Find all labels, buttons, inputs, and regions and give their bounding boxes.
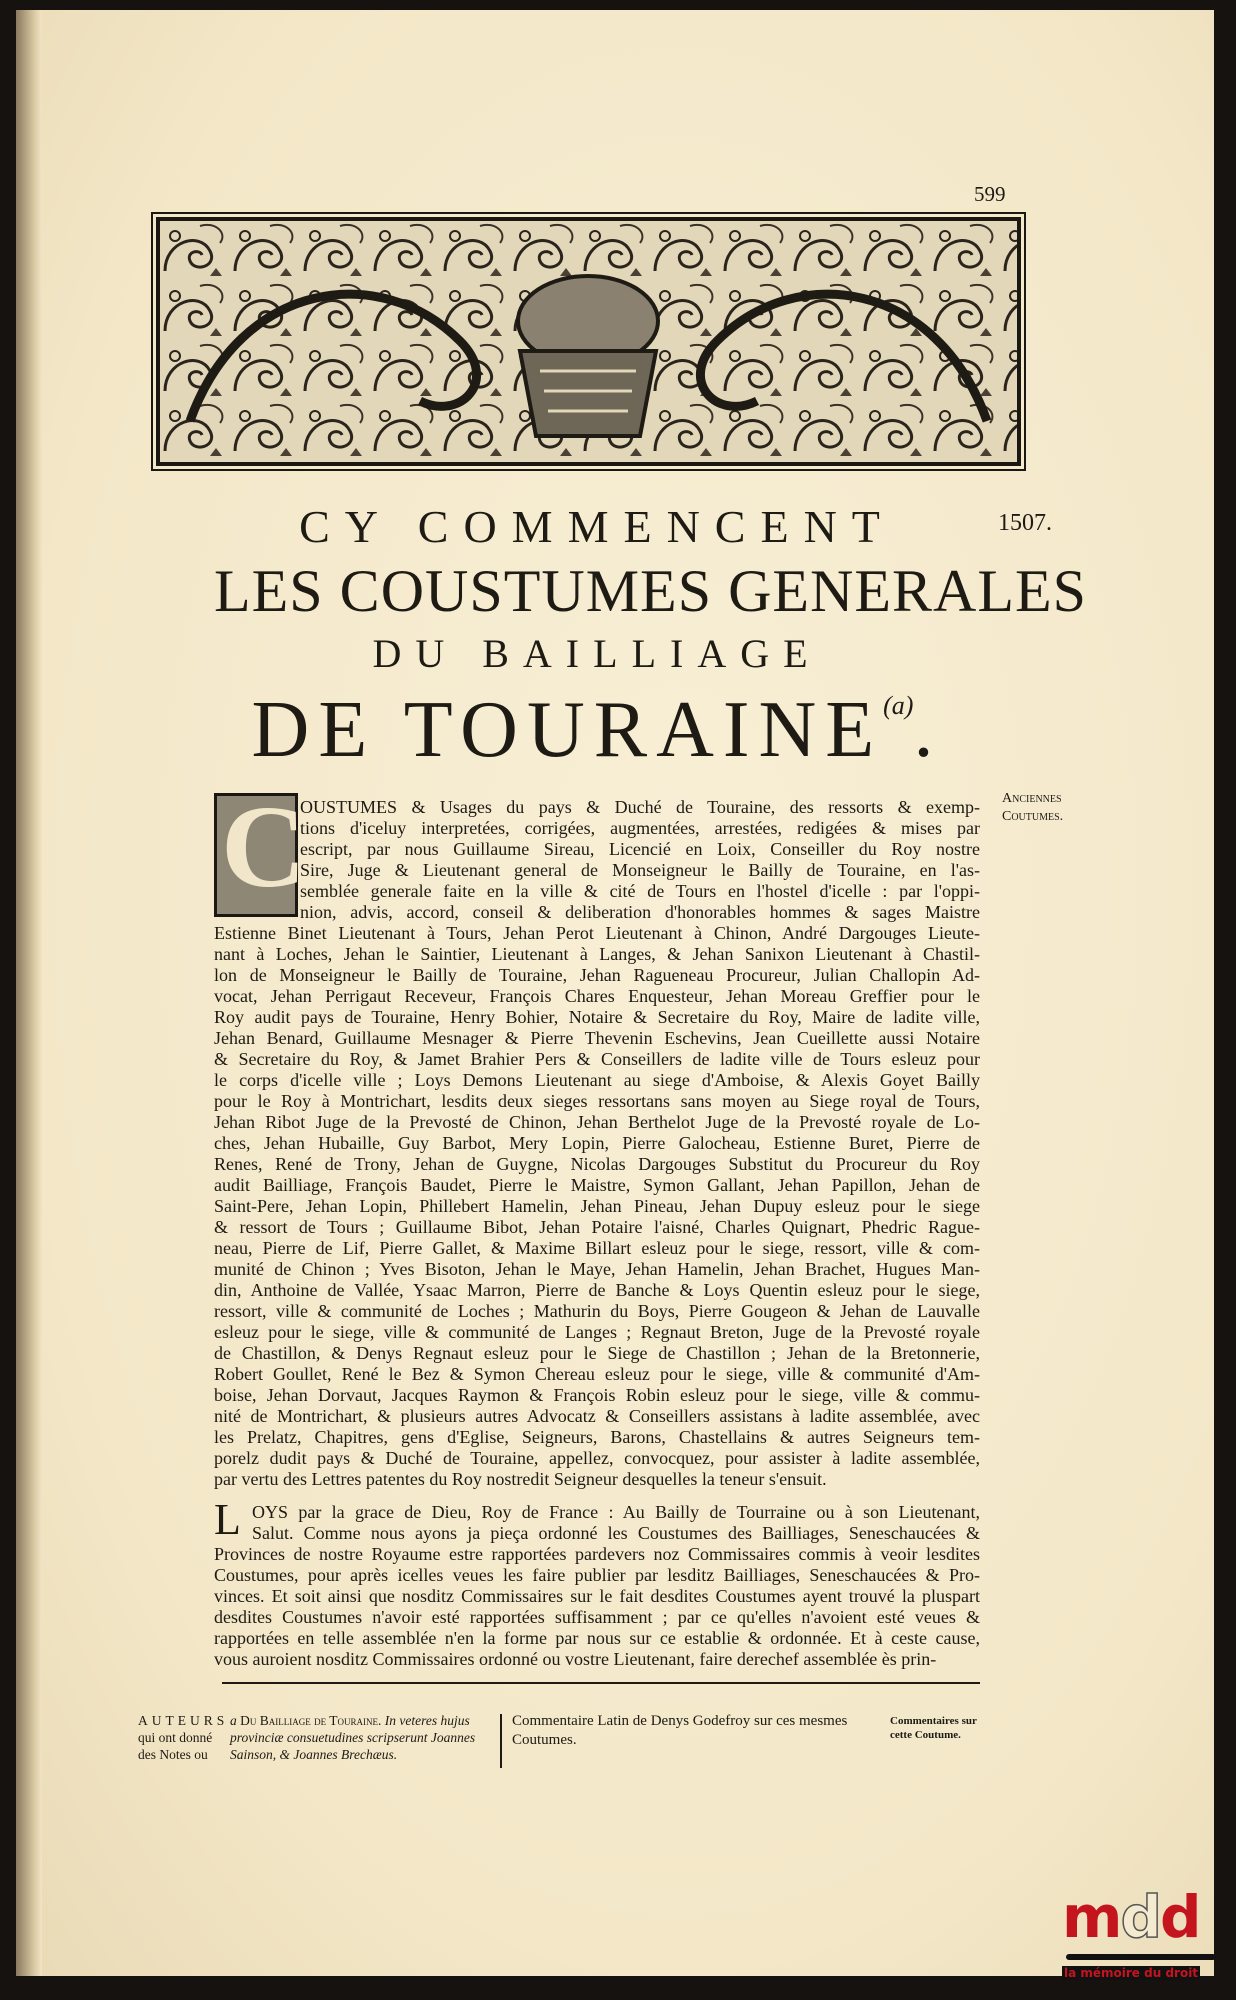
text-line: nité de Montrichart, & plusieurs autres Advocatz & Conseillers assistans à ladite assemblée, avec	[214, 1406, 980, 1426]
text-line: vocat, Jehan Perrigaut Receveur, François Chares Enquesteur, Jehan Moreau Greffier pour le	[214, 986, 980, 1006]
text-line: Renes, René de Trony, Jehan de Guygne, Nicolas Dargouges Substitut du Procureur du Roy	[214, 1154, 980, 1174]
text-line: boise, Jehan Dorvaut, Jacques Raymon & François Robin esleuz pour le siege, ville & commu-	[214, 1385, 980, 1405]
page-gutter	[16, 10, 42, 1976]
footnote-a-text: In veteres hujus provinciæ consuetudines scripserunt Joannes Sainson, & Joannes Brechæus.	[230, 1713, 476, 1762]
book-page	[16, 10, 1214, 1976]
footnote-rule	[222, 1682, 980, 1684]
text-line: lon de Monseigneur le Bailly de Touraine, Jehan Ragueneau Procureur, Julian Challopin Ad-	[214, 965, 980, 985]
margin-year: 1507.	[998, 510, 1052, 536]
text-line: desdites Coustumes n'avoir esté rapportées suffisamment ; par ce qu'elles n'avoient esté veues &	[214, 1607, 980, 1627]
text-line: Sire, Juge & Lieutenant general de Monseigneur le Bailly de Touraine, en l'as-	[300, 860, 980, 880]
footnote-divider	[500, 1714, 502, 1768]
footnote-commentary: Commentaire Latin de Denys Godefroy sur ces mesmes Coutumes.	[512, 1713, 848, 1748]
text-line: vous auroient nosditz Commissaires ordonné ou vostre Lieutenant, faire derechef assemblée ès prin-	[214, 1649, 937, 1669]
heading-line-4	[214, 686, 980, 774]
footnote-ref-a[interactable]: (a)	[883, 691, 914, 720]
text-line: le corps d'icelle ville ; Loys Demons Lieutenant au siege d'Amboise, & Alexis Goyet Bailly	[214, 1070, 980, 1090]
margin-note-line: Coutumes.	[1002, 809, 1064, 824]
margin-note-line: Anciennes	[1002, 791, 1062, 806]
text-line: Jehan Ribot Juge de la Prevosté de Chinon, Jehan Berthelot Juge de la Prevosté royale de Lo-	[214, 1112, 980, 1132]
text-line: rapportées en telle assemblée n'en la forme par nous sur ce establie & ordonnée. Et à ceste cause,	[214, 1628, 980, 1648]
auteurs-label: AUTEURS	[138, 1713, 229, 1728]
heading-line-1: CY COMMENCENT	[299, 501, 895, 552]
logo-d-outline: d	[1120, 1883, 1160, 1951]
footnote-a	[230, 1712, 492, 1763]
margin-note	[1002, 790, 1063, 826]
text-line: Provinces de nostre Royaume estre rapportées pardevers noz Commissaires commis à veoir lesdites	[214, 1544, 980, 1564]
text-line: neau, Pierre de Lif, Pierre Gallet, & Maxime Billart esleuz pour le siege, ressort, ville & com-	[214, 1238, 980, 1258]
text-line: Saint-Pere, Jehan Lopin, Phillebert Hamelin, Jehan Pineau, Jehan Dupuy esleuz pour le siege	[214, 1196, 980, 1216]
text-line: semblée generale faite en la ville & cité de Tours en l'hostel d'icelle : par l'oppi-	[300, 881, 980, 901]
heading-touraine: DE TOURAINE	[251, 686, 884, 774]
footnote-auteurs	[138, 1712, 229, 1763]
text-line: din, Anthoine de Vallée, Ysaac Marron, Pierre de Banche & Loys Quentin esleuz pour le siege,	[214, 1280, 980, 1300]
heading-line-2: LES COUSTUMES GENERALES	[214, 558, 1088, 624]
heading-period: .	[913, 686, 943, 774]
text-line: Roy audit pays de Touraine, Henry Bohier, Notaire & Secretaire du Roy, Maire de ladite ville,	[214, 1007, 980, 1027]
text-line: pour le Roy à Montrichart, lesdits deux sieges ressortans sans moyen au Siege royal de Tours,	[214, 1091, 980, 1111]
text-line: & ressort de Tours ; Guillaume Bibot, Jehan Potaire l'aisné, Charles Quignart, Phedric Rague-	[214, 1217, 980, 1237]
text-line: escript, par nous Guillaume Sireau, Licencié en Loix, Conseiller du Roy nostre	[300, 839, 980, 859]
heading-line-3: DU BAILLIAGE	[372, 631, 822, 676]
text-line: Robert Goullet, René le Bez & Symon Chereau esleuz pour le siege, ville & communité d'Am-	[214, 1364, 980, 1384]
page-number: 599	[974, 182, 1006, 206]
text-line: munité de Chinon ; Yves Bisoton, Jehan le Maye, Jehan Hamelin, Jehan Brachet, Hugues Man-	[214, 1259, 980, 1279]
text-line: nant à Loches, Jehan le Saintier, Lieutenant à Langes, & Jehan Sanixon Lieutenant à Chastil-	[214, 944, 980, 964]
text-line: ches, Jehan Hubaille, Guy Barbot, Mery Lopin, Pierre Galocheau, Estienne Buret, Pierre de	[214, 1133, 980, 1153]
text-line: de Chastillon, & Denys Regnaut esleuz pour le Siege de Chastillon ; Jehan de la Bretonnerie,	[214, 1343, 980, 1363]
text-line: par vertu des Lettres patentes du Roy nostredit Seigneur desquelles la teneur s'ensuit.	[214, 1469, 827, 1489]
text-line: OYS par la grace de Dieu, Roy de France : Au Bailly de Tourraine ou à son Lieutenant,	[252, 1502, 980, 1522]
floral-scroll-engraving-icon	[160, 221, 1017, 462]
text-line: audit Bailliage, François Baudet, Pierre le Maistre, Symon Gallant, Jehan Papillon, Jehan de	[214, 1175, 980, 1195]
drop-cap-l: L	[214, 1495, 241, 1544]
text-line: & Secretaire du Roy, & Jamet Brahier Pers & Conseillers de ladite ville de Tours esleuz pour	[214, 1049, 980, 1069]
logo-bar	[1066, 1954, 1216, 1960]
headpiece-ornament	[156, 217, 1021, 466]
footnote-a-title: Du Bailliage de Touraine.	[240, 1713, 382, 1728]
logo-tagline: la mémoire du droit	[1064, 1966, 1199, 1980]
text-line: Coustumes, pour après icelles veues les faire publier par lesditz Bailliages, Seneschaucées & Pro-	[214, 1565, 980, 1585]
text-line: Estienne Binet Lieutenant à Tours, Jehan Perot Lieutenant à Chinon, André Dargouges Lieute-	[214, 923, 980, 943]
text-line: porelz dudit pays & Duché de Touraine, appellez, convocquez, pour assister à ladite assemblée,	[214, 1448, 980, 1468]
text-line: nion, advis, accord, conseil & deliberation d'honorables hommes & sages Maistre	[300, 902, 980, 922]
paragraph-2	[214, 1502, 980, 1670]
paragraph-1	[214, 797, 980, 1490]
auteurs-text: qui ont donné des Notes ou	[138, 1730, 213, 1762]
text-line: ressort, ville & communité de Loches ; Mathurin du Boys, Pierre Gougeon & Jehan de Lauvalle	[214, 1301, 980, 1321]
text-line: Salut. Comme nous ayons ja pieça ordonné les Coustumes des Bailliages, Seneschaucées &	[252, 1523, 980, 1543]
text-line: vinces. Et soit ainsi que nosditz Commissaires sur le fait desdites Coustumes ayent trouvé la pluspart	[214, 1586, 980, 1606]
mdd-logo	[1062, 1883, 1232, 1982]
footnote-marker: a	[230, 1713, 237, 1728]
footnote-margin-label: Commentaires sur cette Coutume.	[890, 1715, 977, 1741]
text-line: tions d'iceluy interpretées, corrigées, augmentées, arrestées, redigées & mises par	[300, 818, 980, 838]
logo-m: m	[1062, 1883, 1121, 1951]
logo-d: d	[1159, 1883, 1200, 1951]
text-line: les Prelatz, Chapitres, gens d'Eglise, Seigneurs, Barons, Chastellains & autres Seigneurs tem-	[214, 1427, 980, 1447]
logo-letters	[1062, 1883, 1232, 1951]
text-line: OUSTUMES & Usages du pays & Duché de Touraine, des ressorts & exemp-	[300, 797, 980, 817]
text-line: Jehan Benard, Guillaume Mesnager & Pierre Thevenin Eschevins, Jean Cueillette aussi Notaire	[214, 1028, 980, 1048]
text-line: esleuz pour le siege, ville & communité de Langes ; Regnaut Breton, Juge de la Prevosté royale	[214, 1322, 980, 1342]
drop-cap-letter: C	[221, 781, 307, 912]
